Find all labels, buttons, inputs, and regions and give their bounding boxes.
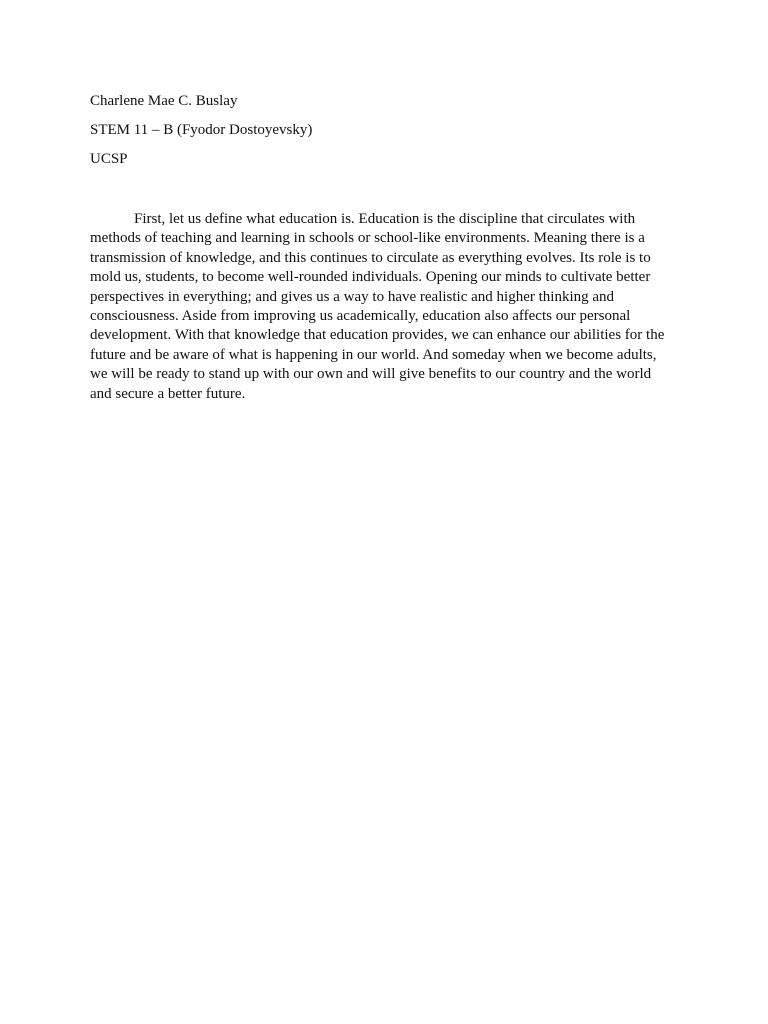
class-section: STEM 11 – B (Fyodor Dostoyevsky) <box>90 122 313 138</box>
author-name: Charlene Mae C. Buslay <box>90 93 238 109</box>
subject-name: UCSP <box>90 151 128 167</box>
essay-paragraph: First, let us define what education is. Education is the discipline that circulates with methods of teaching and learning in schools or school-like environments. Meaning there is a transmission of knowledge, and this continues to circulate as everything evolves. Its role is to mold us, students, to become well-rounded individuals. Opening our minds to cultivate better perspectives in everything; and gives us a way to have realistic and higher thinking and consciousness. Aside from improving us academically, education also affects our personal development. With that knowledge that education provides, we can enhance our abilities for the future and be aware of what is happening in our world. And someday when we become adults, we will be ready to stand up with our own and will give benefits to our country and the world and secure a better future. <box>90 211 665 402</box>
document-header <box>90 92 312 179</box>
